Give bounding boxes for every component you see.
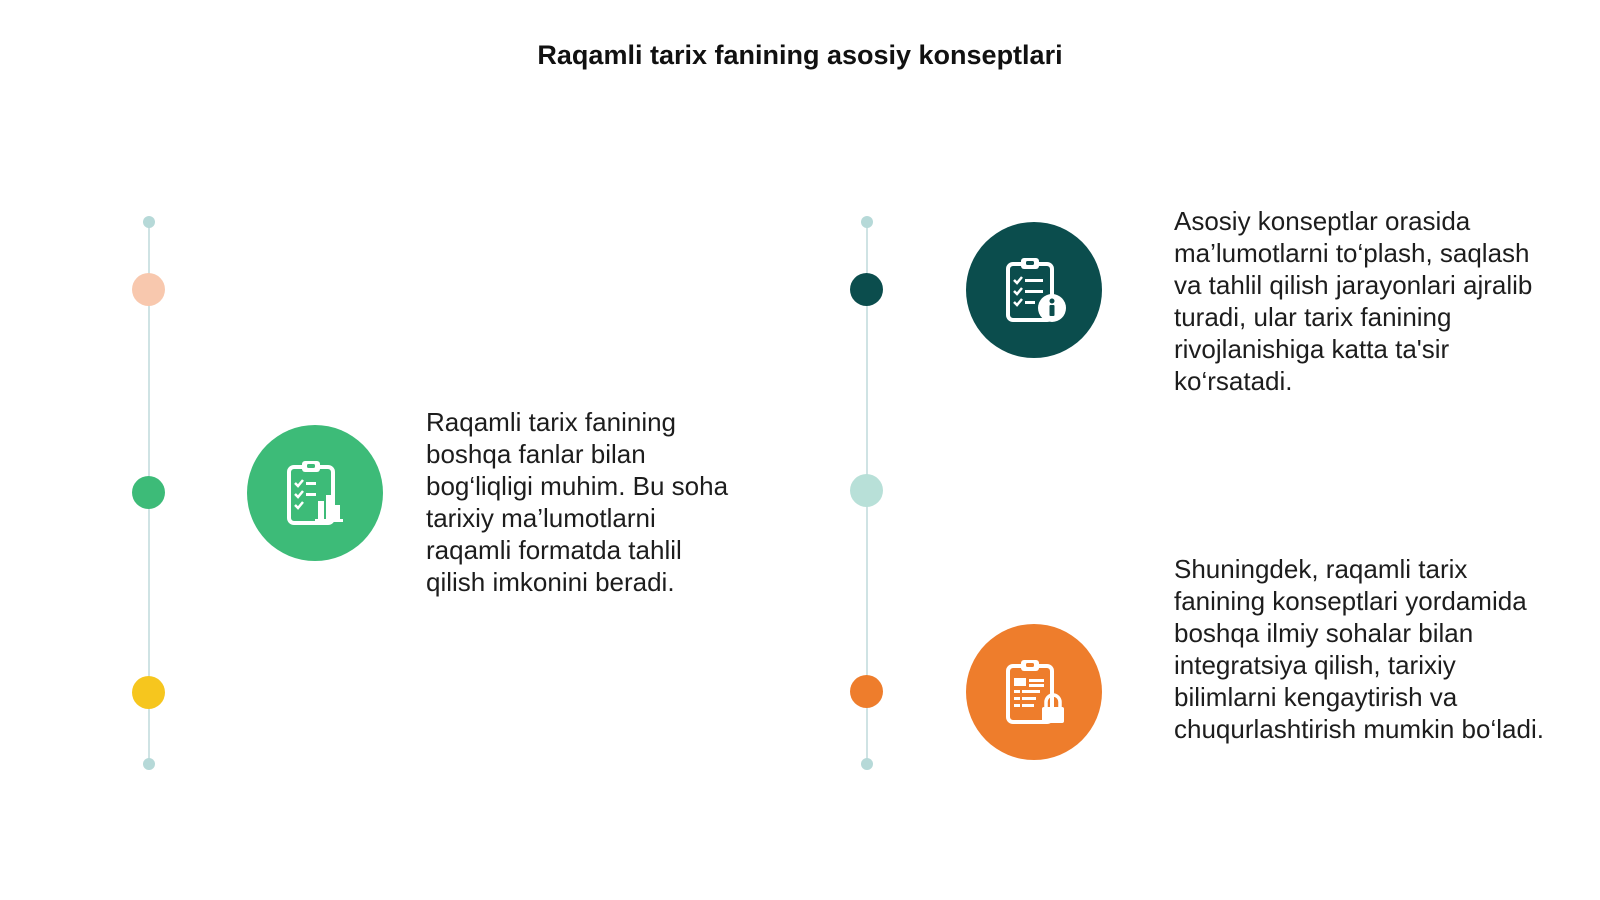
timeline-right-dot-orange — [850, 675, 883, 708]
item-2-icon-circle — [966, 222, 1102, 358]
timeline-left-dot-peach — [132, 273, 165, 306]
timeline-left-dot-yellow — [132, 676, 165, 709]
item-3-icon-circle — [966, 624, 1102, 760]
timeline-left-end-dot — [143, 758, 155, 770]
page-title: Raqamli tarix fanining asosiy konseptlari — [537, 40, 1063, 70]
timeline-right-start-dot — [861, 216, 873, 228]
item-3-text: Shuningdek, raqamli tarix fanining konseptlari yordamida boshqa ilmiy sohalar bilan integratsiya qilish, tarixiy bilimlarni kengaytirish va chuqurlashtirish mumkin bo‘ladi. — [1174, 554, 1544, 744]
timeline-right-dot-light-teal — [850, 474, 883, 507]
timeline-right-end-dot — [861, 758, 873, 770]
item-2-text: Asosiy konseptlar orasida ma’lumotlarni to‘plash, saqlash va tahlil qilish jarayonlari ajralib turadi, ular tarix fanining rivojlanishiga katta ta'sir ko‘rsatadi. — [1174, 206, 1533, 396]
clipboard-chart-icon — [275, 453, 355, 533]
item-1-text: Raqamli tarix fanining boshqa fanlar bilan bog‘liqligi muhim. Bu soha tarixiy ma’lumotlarni raqamli formatda tahlil qilish imkonini beradi. — [426, 407, 729, 597]
timeline-right-dot-dark-teal — [850, 273, 883, 306]
timeline-left-dot-green — [132, 476, 165, 509]
timeline-left-start-dot — [143, 216, 155, 228]
clipboard-lock-icon — [994, 652, 1074, 732]
item-1-icon-circle — [247, 425, 383, 561]
clipboard-info-icon — [994, 250, 1074, 330]
